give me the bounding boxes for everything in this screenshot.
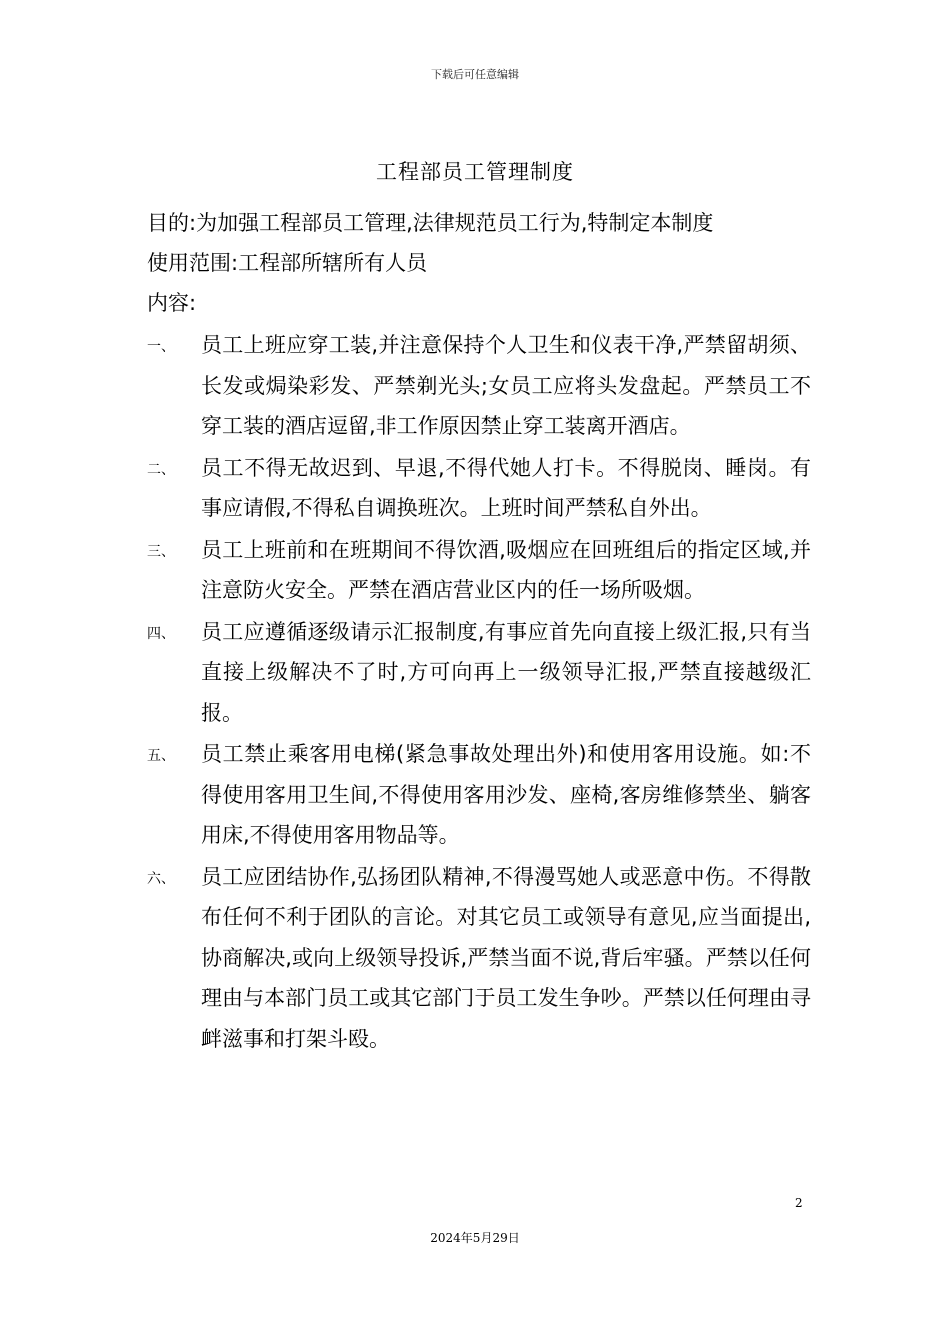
rule-item — [147, 530, 827, 611]
rule-item — [147, 325, 827, 447]
rule-item — [147, 448, 827, 529]
rule-number: 一、 — [147, 339, 175, 355]
scope-line: 使用范围:工程部所辖所有人员 — [147, 251, 428, 275]
rule-text: 员工上班应穿工装,并注意保持个人卫生和仪表干净,严禁留胡须、长发或焗染彩发、严禁剃光头;女员工应将头发盘起。严禁员工不穿工装的酒店逗留,非工作原因禁止穿工装离开酒店。 — [201, 333, 811, 438]
rule-number: 三、 — [147, 543, 175, 560]
rule-item — [147, 612, 827, 734]
document-title: 工程部员工管理制度 — [376, 160, 574, 184]
page-number: 2 — [795, 1196, 803, 1210]
rule-number: 六、 — [147, 870, 175, 887]
rule-item — [147, 857, 827, 1060]
header-note: 下载后可任意编辑 — [431, 68, 519, 81]
content-label: 内容: — [147, 291, 197, 315]
rule-text: 员工不得无故迟到、早退,不得代她人打卡。不得脱岗、睡岗。有事应请假,不得私自调换班次。上班时间严禁私自外出。 — [201, 455, 811, 520]
rule-text: 员工上班前和在班期间不得饮酒,吸烟应在回班组后的指定区域,并注意防火安全。严禁在酒店营业区内的任一场所吸烟。 — [201, 537, 811, 602]
footer-date: 2024年5月29日 — [430, 1231, 520, 1245]
rule-number: 五、 — [147, 748, 175, 764]
rule-text: 员工禁止乘客用电梯(紧急事故处理出外)和使用客用设施。如:不得使用客用卫生间,不得使用客用沙发、座椅,客房维修禁坐、躺客用床,不得使用客用物品等。 — [201, 742, 811, 847]
rule-text: 员工应遵循逐级请示汇报制度,有事应首先向直接上级汇报,只有当直接上级解决不了时,方可向再上一级领导汇报,严禁直接越级汇报。 — [201, 619, 811, 725]
rule-number: 二、 — [147, 461, 175, 478]
purpose-line: 目的:为加强工程部员工管理,法律规范员工行为,特制定本制度 — [147, 211, 714, 235]
rule-number: 四、 — [147, 625, 175, 642]
rule-text: 员工应团结协作,弘扬团队精神,不得漫骂她人或恶意中伤。不得散布任何不利于团队的言论。对其它员工或领导有意见,应当面提出,协商解决,或向上级领导投诉,严禁当面不说,背后牢骚。严禁以任何理由与本部门员工或其它部门于员工发生争吵。严禁以任何理由寻衅滋事和打架斗殴。 — [201, 864, 811, 1051]
rule-item — [147, 734, 827, 856]
rule-list — [147, 325, 827, 1060]
